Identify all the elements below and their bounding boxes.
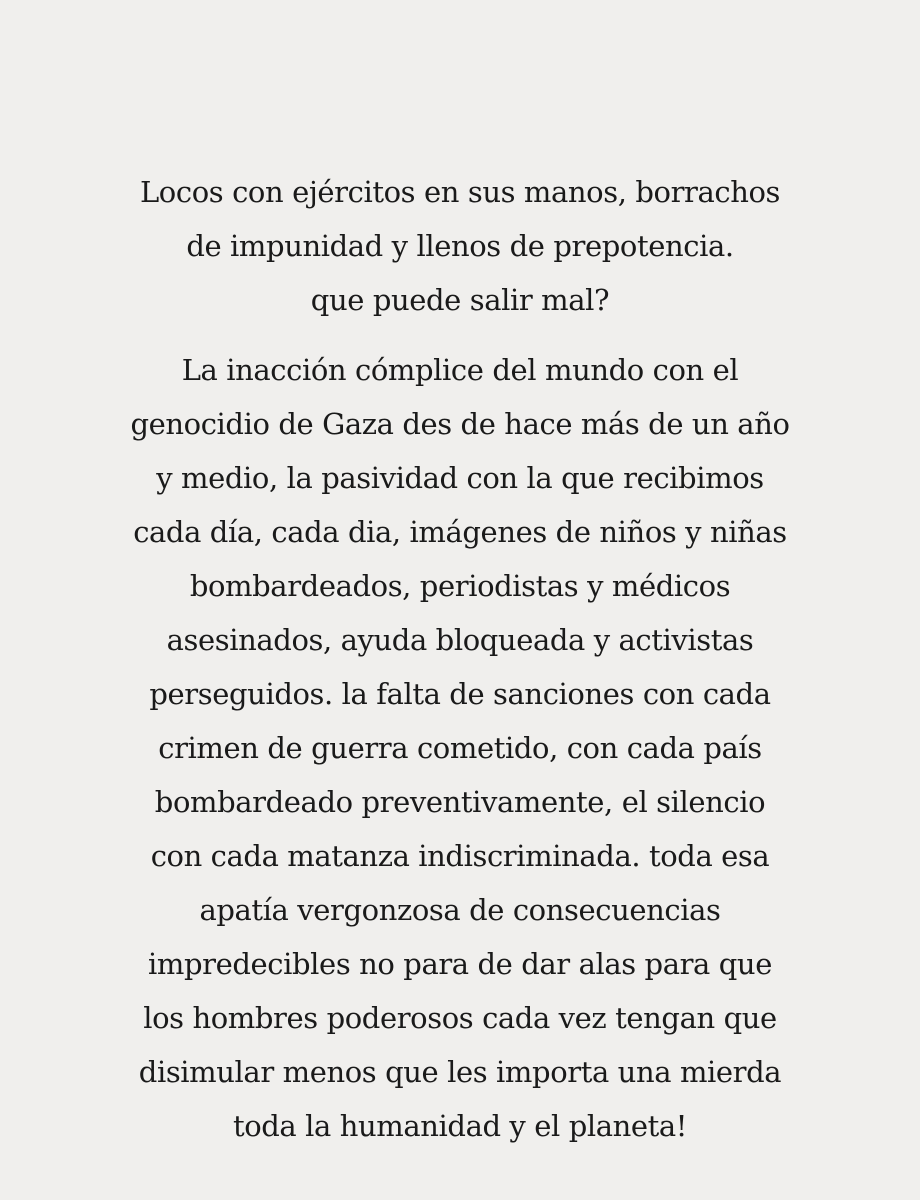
text-line: toda la humanidad y el planeta!: [232, 1109, 688, 1143]
text-line: de impunidad y llenos de prepotencia.: [186, 229, 734, 263]
text-line: cada día, cada dia, imágenes de niños y niñas: [133, 515, 787, 549]
paragraph-body: [0, 343, 920, 1153]
text-line: crimen de guerra cometido, con cada país: [158, 731, 762, 765]
text-line: que puede salir mal?: [310, 283, 610, 317]
text-line: bombardeado preventivamente, el silencio: [154, 785, 766, 819]
text-line: La inacción cómplice del mundo con el: [181, 353, 739, 387]
text-line: con cada matanza indiscriminada. toda esa: [150, 839, 770, 873]
text-line: asesinados, ayuda bloqueada y activistas: [166, 623, 754, 657]
text-line: perseguidos. la falta de sanciones con cada: [149, 677, 771, 711]
text-line: apatía vergonzosa de consecuencias: [199, 893, 721, 927]
text-line: los hombres poderosos cada vez tengan que: [143, 1001, 777, 1035]
text-line: disimular menos que les importa una mierda: [138, 1055, 782, 1089]
text-line: y medio, la pasividad con la que recibimos: [156, 461, 764, 495]
text-line: Locos con ejércitos en sus manos, borrachos: [139, 175, 781, 209]
text-line: bombardeados, periodistas y médicos: [189, 569, 731, 603]
text-line: impredecibles no para de dar alas para que: [148, 947, 772, 981]
paragraph-intro: [0, 165, 920, 327]
text-line: genocidio de Gaza des de hace más de un año: [130, 407, 790, 441]
